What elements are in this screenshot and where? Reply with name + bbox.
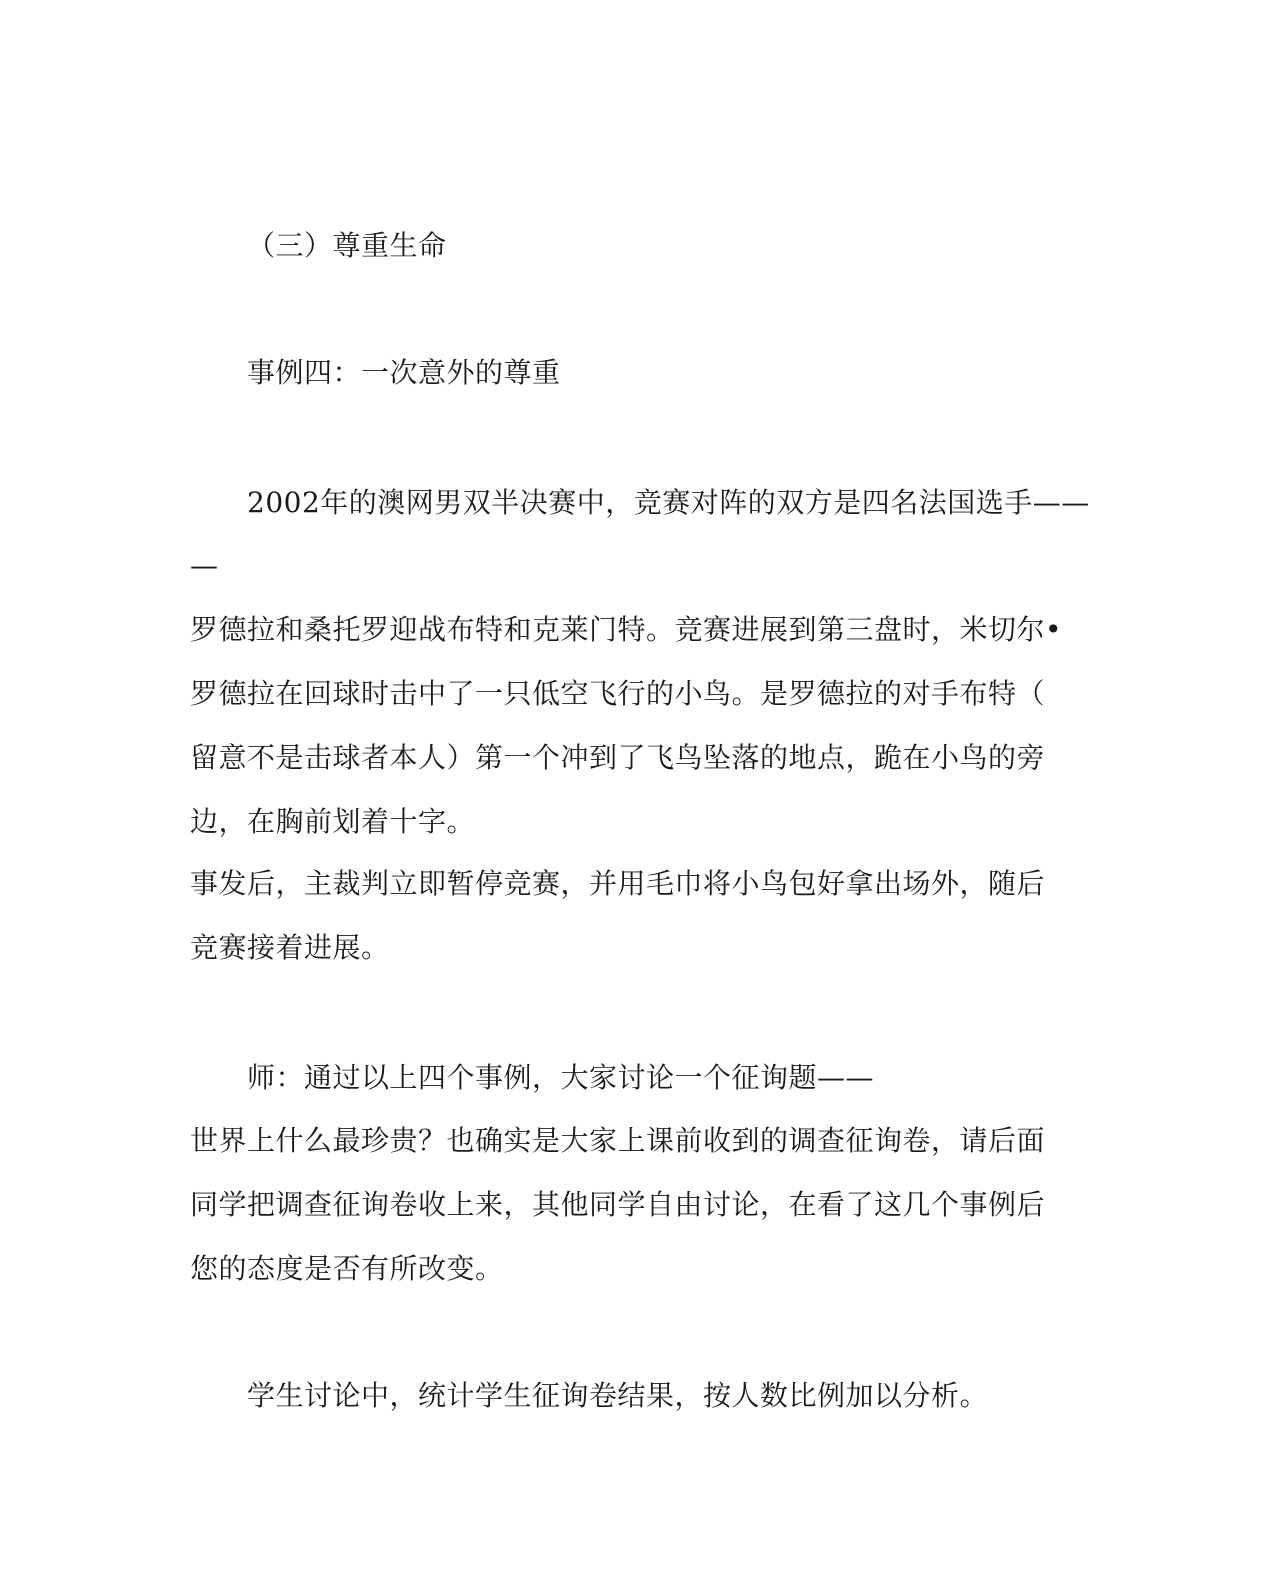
story-line-1: 2002年的澳网男双半决赛中，竞赛对阵的双方是四名法国选手—— — [247, 486, 1090, 519]
teacher-line-1: 师：通过以上四个事例，大家讨论一个征询题—— — [247, 1061, 875, 1094]
story-line-4: 罗德拉在回球时击中了一只低空飞行的小鸟。是罗德拉的对手布特（ — [190, 677, 1046, 710]
student-discussion: 学生讨论中，统计学生征询卷结果，按人数比例加以分析。 — [247, 1379, 989, 1412]
story-line-3: 罗德拉和桑托罗迎战布特和克莱门特。竞赛进展到第三盘时，米切尔• — [190, 613, 1063, 646]
story-line-5: 留意不是击球者本人）第一个冲到了飞鸟坠落的地点，跪在小鸟的旁 — [190, 741, 1046, 774]
story-line-7: 事发后，主裁判立即暂停竞赛，并用毛巾将小鸟包好拿出场外，随后 — [190, 867, 1046, 900]
teacher-line-4: 您的态度是否有所改变。 — [190, 1252, 504, 1285]
story-line-8: 竞赛接着进展。 — [190, 931, 390, 964]
story-line-6: 边，在胸前划着十字。 — [190, 805, 476, 838]
teacher-line-3: 同学把调查征询卷收上来，其他同学自由讨论，在看了这几个事例后 — [190, 1188, 1046, 1221]
section-heading: （三）尊重生命 — [247, 229, 447, 262]
example-title: 事例四：一次意外的尊重 — [247, 356, 561, 389]
story-line-2: — — [190, 549, 219, 582]
teacher-line-2: 世界上什么最珍贵？也确实是大家上课前收到的调查征询卷，请后面 — [190, 1124, 1046, 1157]
